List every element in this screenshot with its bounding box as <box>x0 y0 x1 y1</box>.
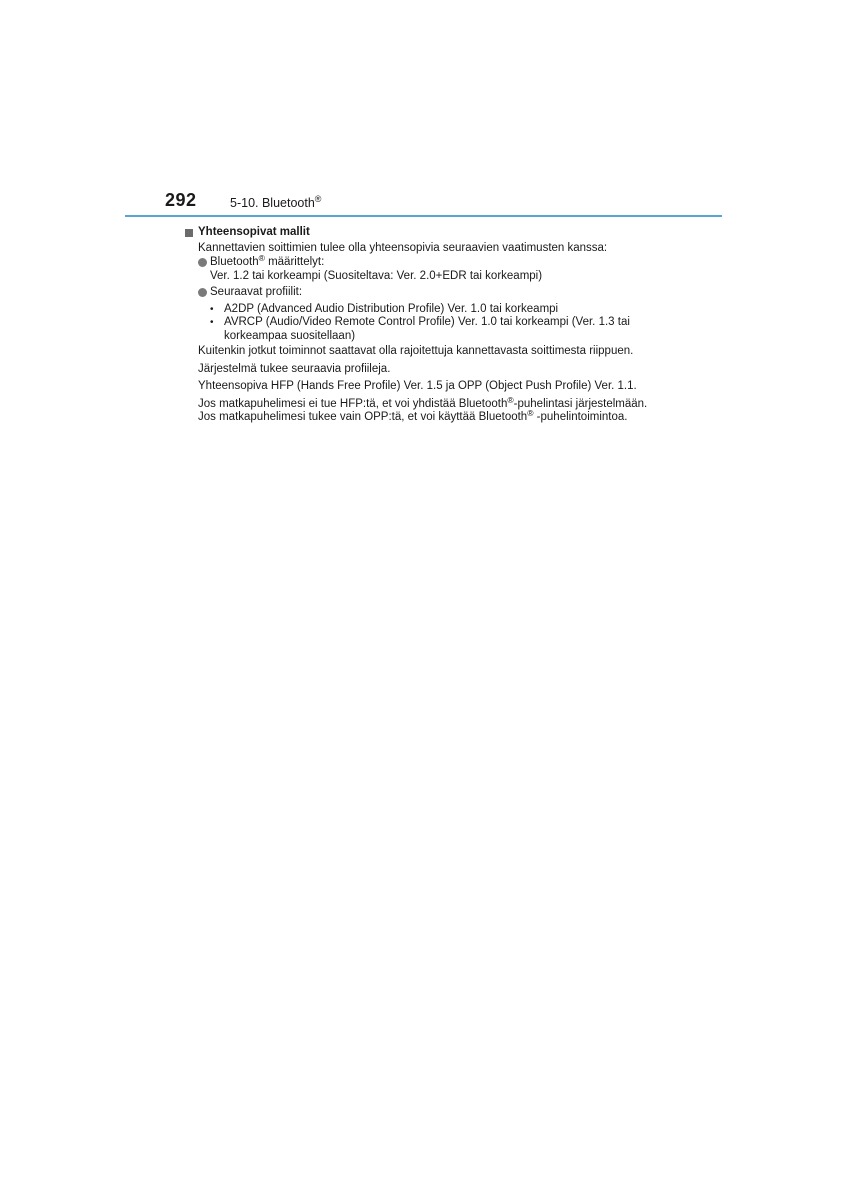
heading-text: Yhteensopivat mallit <box>198 226 310 238</box>
bullet-label: Seuraavat profiilit: <box>210 286 303 298</box>
paragraph-text-suffix: -puhelintasi järjestelmään. <box>513 397 648 410</box>
small-bullet-icon: • <box>210 303 214 315</box>
paragraph <box>198 394 665 412</box>
bullet-detail: Ver. 1.2 tai korkeampi (Suositeltava: Ver. 2.0+EDR tai korkeampi) <box>210 269 543 282</box>
header-rule <box>125 215 722 217</box>
reg-mark: ® <box>507 394 514 405</box>
bullet-label-text: Bluetooth <box>210 256 259 268</box>
paragraph <box>198 408 665 425</box>
bullet-content <box>210 253 543 283</box>
page-header <box>0 0 848 220</box>
bullet-content <box>210 286 302 300</box>
sub-item-text: AVRCP (Audio/Video Remote Control Profile) Ver. 1.0 tai korkeampi (Ver. 1.3 tai korkeampaa suositellaan) <box>224 316 630 342</box>
reg-mark: ® <box>258 253 265 263</box>
section-reg-mark: ® <box>314 194 322 204</box>
section-title <box>230 196 321 210</box>
heading-body <box>185 242 665 425</box>
profile-sublist <box>198 303 665 344</box>
bullet-label-suffix: määrittelyt: <box>264 256 325 268</box>
circle-bullet-icon <box>198 258 207 267</box>
paragraph-text: Jos matkapuhelimesi ei tue HFP:tä, et voi yhdistää Bluetooth <box>198 397 508 410</box>
paragraph-text: Jos matkapuhelimesi tukee vain OPP:tä, et voi käyttää Bluetooth <box>198 411 528 423</box>
list-item <box>198 286 665 300</box>
paragraph: Järjestelmä tukee seuraavia profiileja. <box>198 362 391 375</box>
list-item <box>198 253 665 283</box>
intro-paragraph: Kannettavien soittimien tulee olla yhteensopivia seuraavien vaatimusten kanssa: <box>198 241 608 254</box>
paragraph-text-suffix: -puhelintoimintoa. <box>533 411 628 423</box>
sub-item-text: A2DP (Advanced Audio Distribution Profile) Ver. 1.0 tai korkeampi <box>224 302 559 315</box>
bullet-label <box>210 253 542 270</box>
section-heading <box>185 226 665 240</box>
paragraph: Yhteensopiva HFP (Hands Free Profile) Ver. 1.5 ja OPP (Object Push Profile) Ver. 1.1. <box>198 380 637 392</box>
square-bullet-icon <box>185 229 193 237</box>
content-body <box>185 226 665 425</box>
page-number: 292 <box>165 190 197 210</box>
list-item <box>210 316 665 343</box>
circle-bullet-icon <box>198 288 207 297</box>
reg-mark: ® <box>527 408 534 418</box>
small-bullet-icon: • <box>210 317 214 328</box>
section-title-text: 5-10. Bluetooth <box>230 196 315 210</box>
list-item <box>210 303 665 317</box>
paragraph: Kuitenkin jotkut toiminnot saattavat olla rajoitettuja kannettavasta soittimesta riippuen. <box>198 345 634 357</box>
